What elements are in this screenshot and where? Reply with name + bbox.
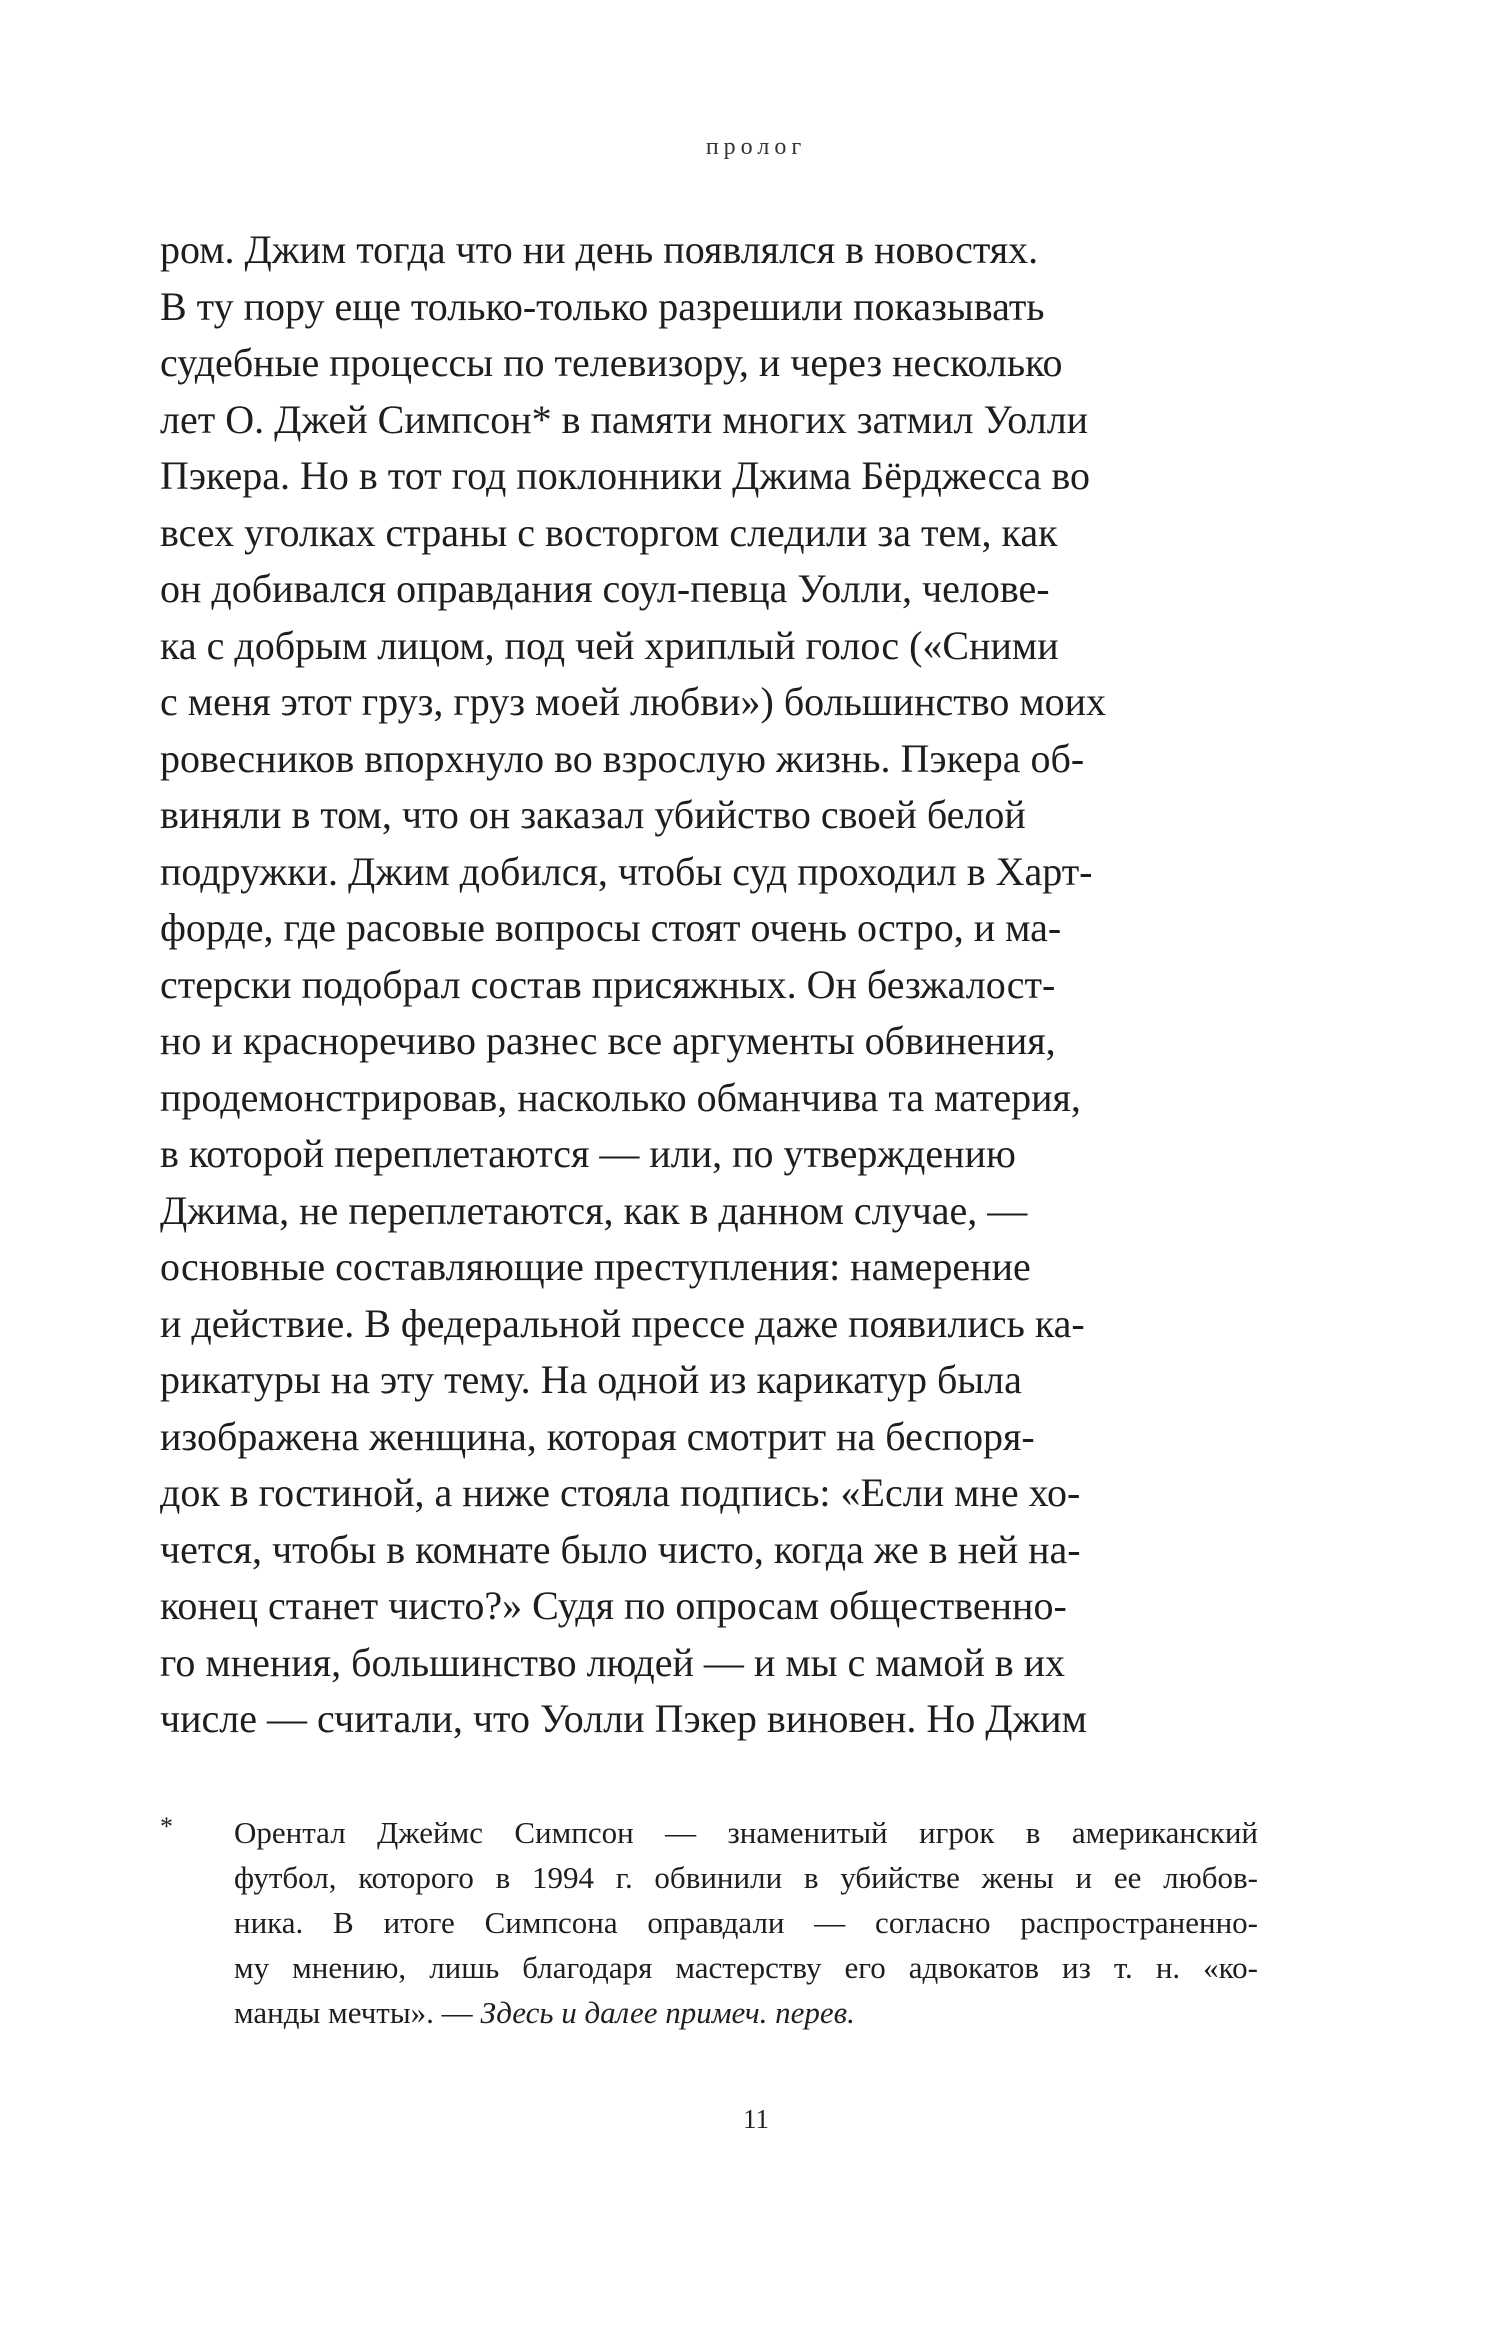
text-line: конец станет чисто?» Судя по опросам общественно- [160, 1583, 1067, 1628]
running-head: пролог [705, 134, 807, 160]
text-line: с меня этот груз, груз моей любви») большинство моих [160, 679, 1107, 724]
footnote-last-plain: манды мечты». — [234, 1995, 481, 2030]
text-line: ровесников впорхнуло во взрослую жизнь. Пэкера об- [160, 735, 1085, 781]
text-line: Джима, не переплетаются, как в данном случае, — [160, 1187, 1028, 1233]
footnote-line: ника. В итоге Симпсона оправдали — согласно распространенно- [234, 1905, 1258, 1940]
text-line: ром. Джим тогда что ни день появлялся в новостях. [160, 227, 1039, 272]
text-line: судебные процессы по телевизору, и через несколько [160, 340, 1063, 385]
text-line: чется, чтобы в комнате было чисто, когда же в ней на- [160, 1526, 1081, 1572]
text-line: го мнения, большинство людей — и мы с мамой в их [160, 1639, 1066, 1685]
text-line: виняли в том, что он заказал убийство своей белой [160, 792, 1026, 837]
text-line: рикатуры на эту тему. На одной из карикатур была [160, 1357, 1022, 1402]
footnote-line-last [234, 1990, 1258, 2035]
text-line: и действие. В федеральной прессе даже появились ка- [160, 1300, 1085, 1346]
text-line: Пэкера. Но в тот год поклонники Джима Бёрджесса во [160, 453, 1091, 498]
text-line: всех уголках страны с восторгом следили за тем, как [160, 509, 1058, 555]
footnote-translator-note: Здесь и далее примеч. перев. [480, 1995, 855, 2030]
footnote-line: му мнению, лишь благодаря мастерству его адвокатов из т. н. «ко- [234, 1950, 1258, 1985]
text-line: ка с добрым лицом, под чей хриплый голос («Сними [160, 622, 1059, 668]
text-line: подружки. Джим добился, чтобы суд проходил в Харт- [160, 848, 1093, 894]
text-line: но и красноречиво разнес все аргументы обвинения, [160, 1018, 1056, 1063]
text-line: док в гостиной, а ниже стояла подпись: «Если мне хо- [160, 1470, 1081, 1515]
footnote-text [234, 1810, 1258, 2035]
footnote-line: Орентал Джеймс Симпсон — знаменитый игрок в американский [234, 1815, 1258, 1850]
text-line: В ту пору еще только-только разрешили показывать [160, 283, 1045, 329]
text-line: лет О. Джей Симпсон* в памяти многих затмил Уолли [160, 396, 1089, 442]
text-line: числе — считали, что Уолли Пэкер виновен. Но Джим [160, 1696, 1087, 1741]
footnote-marker: * [160, 1812, 173, 1841]
text-line: изображена женщина, которая смотрит на беспоря- [160, 1413, 1035, 1459]
text-line: основные составляющие преступления: намерение [160, 1244, 1031, 1289]
text-line: продемонстрировав, насколько обманчива та материя, [160, 1074, 1081, 1120]
page-number: 11 [743, 2104, 769, 2134]
text-line: он добивался оправдания соул-певца Уолли, челове- [160, 566, 1050, 611]
body-text [160, 222, 1258, 1748]
text-line: форде, где расовые вопросы стоят очень остро, и ма- [160, 905, 1062, 950]
text-line: в которой переплетаются — или, по утверждению [160, 1131, 1016, 1176]
footnote-line: футбол, которого в 1994 г. обвинили в убийстве жены и ее любов- [234, 1860, 1258, 1895]
text-line: стерски подобрал состав присяжных. Он безжалост- [160, 961, 1056, 1007]
